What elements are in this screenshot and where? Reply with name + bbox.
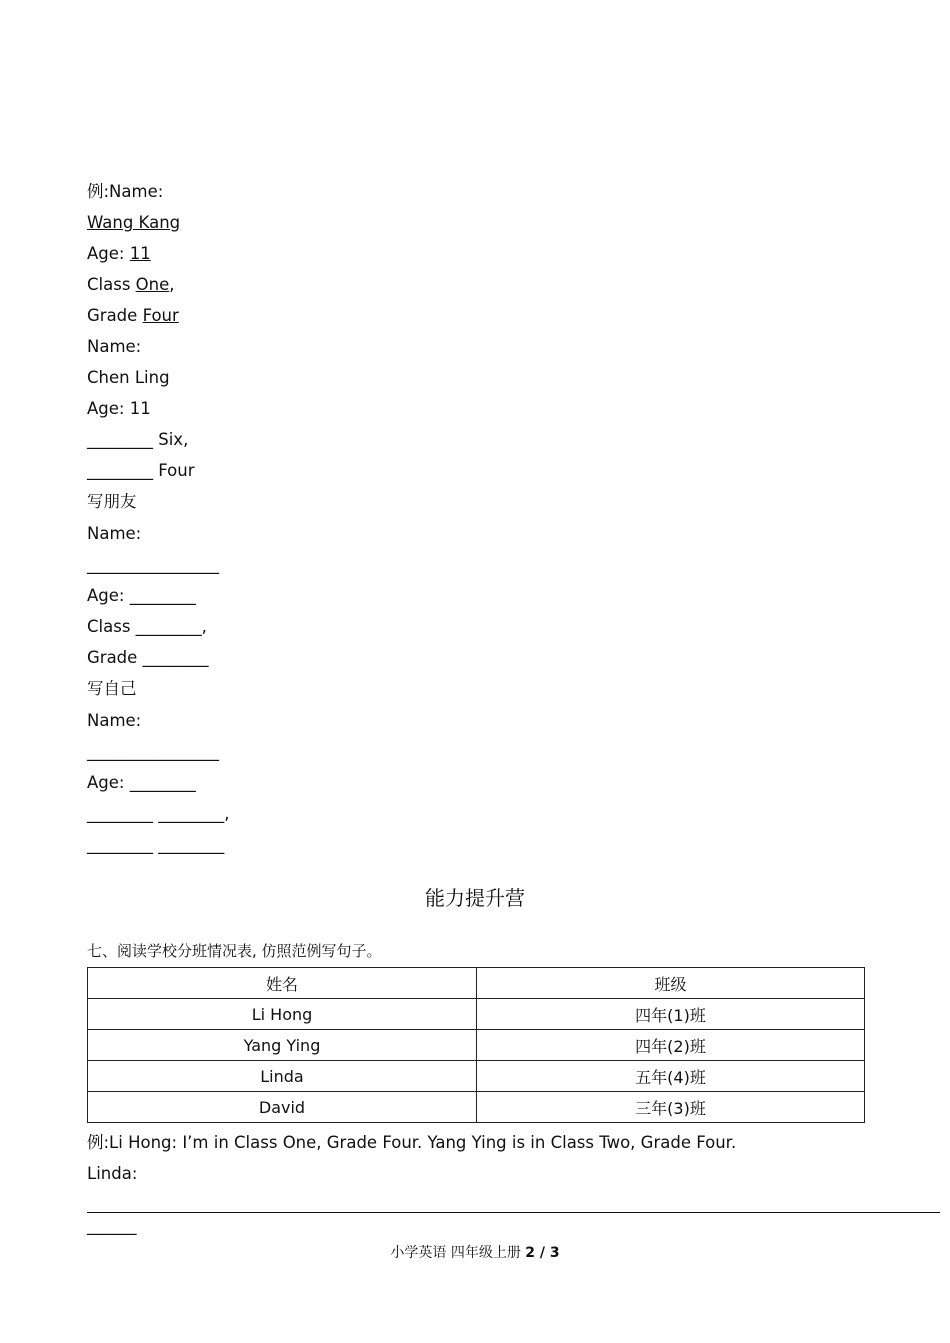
student-name-cell: David <box>88 1092 477 1123</box>
linda-label: Linda: <box>87 1164 138 1183</box>
friend-class-line[interactable]: Class ________, <box>87 617 207 636</box>
student-class-cell: 四年(2)班 <box>477 1030 865 1061</box>
footer-label: 小学英语 四年级上册 <box>390 1245 526 1261</box>
column-header-class: 班级 <box>477 968 865 999</box>
chen-age-line: Age: 11 <box>87 399 151 418</box>
student-class-cell: 三年(3)班 <box>477 1092 865 1123</box>
answer-rule-tail[interactable]: ______ <box>87 1216 137 1235</box>
table-row <box>88 999 865 1030</box>
section-title: 能力提升营 <box>425 886 525 910</box>
example-class-line <box>87 275 175 295</box>
student-name-cell: Linda <box>88 1061 477 1092</box>
answer-rule[interactable] <box>87 1212 940 1213</box>
example-grade-label: Grade <box>87 306 143 325</box>
example-name-underlined: Wang Kang <box>87 213 181 232</box>
student-name-cell: Yang Ying <box>88 1030 477 1061</box>
student-name-cell: Li Hong <box>88 999 477 1030</box>
example-name-value <box>87 213 180 233</box>
self-name-label: Name: <box>87 711 142 730</box>
friend-heading: 写朋友 <box>87 492 137 511</box>
table-row <box>88 1092 865 1123</box>
page-number: 2 / 3 <box>525 1245 560 1261</box>
self-age-line[interactable]: Age: ________ <box>87 773 196 792</box>
table-row <box>88 1061 865 1092</box>
example-grade-value: Four <box>142 306 179 325</box>
self-name-blank[interactable]: ________________ <box>87 742 219 761</box>
friend-name-blank[interactable]: ________________ <box>87 555 219 574</box>
question-7-example: 例:Li Hong: I’m in Class One, Grade Four. Yang Ying is in Class Two, Grade Four. <box>87 1133 737 1152</box>
example-grade-line <box>87 306 179 326</box>
self-grade-line[interactable]: ________ ________ <box>87 835 225 854</box>
example-age-value: 11 <box>129 244 151 263</box>
table-row <box>88 1030 865 1061</box>
example-class-label: Class <box>87 275 136 294</box>
chen-name-value: Chen Ling <box>87 368 170 387</box>
self-heading: 写自己 <box>87 679 137 698</box>
chen-class-line[interactable]: ________ Six, <box>87 430 189 449</box>
example-age-label: Age: <box>87 244 130 263</box>
table-header-row <box>88 968 865 999</box>
example-class-value: One <box>135 275 170 294</box>
student-class-cell: 五年(4)班 <box>477 1061 865 1092</box>
question-7-prompt: 七、阅读学校分班情况表, 仿照范例写句子。 <box>87 942 382 960</box>
chen-grade-line[interactable]: ________ Four <box>87 461 195 480</box>
class-assignment-table <box>87 967 865 1123</box>
friend-age-line[interactable]: Age: ________ <box>87 586 196 605</box>
example-class-suffix: , <box>169 275 175 294</box>
friend-name-label: Name: <box>87 524 142 543</box>
page-footer <box>0 1244 950 1262</box>
example-age-line <box>87 244 151 264</box>
example-name-label: 例:Name: <box>87 182 164 201</box>
student-class-cell: 四年(1)班 <box>477 999 865 1030</box>
friend-grade-line[interactable]: Grade ________ <box>87 648 209 667</box>
column-header-name: 姓名 <box>88 968 477 999</box>
self-class-line[interactable]: ________ ________, <box>87 804 230 823</box>
chen-name-label: Name: <box>87 337 142 356</box>
